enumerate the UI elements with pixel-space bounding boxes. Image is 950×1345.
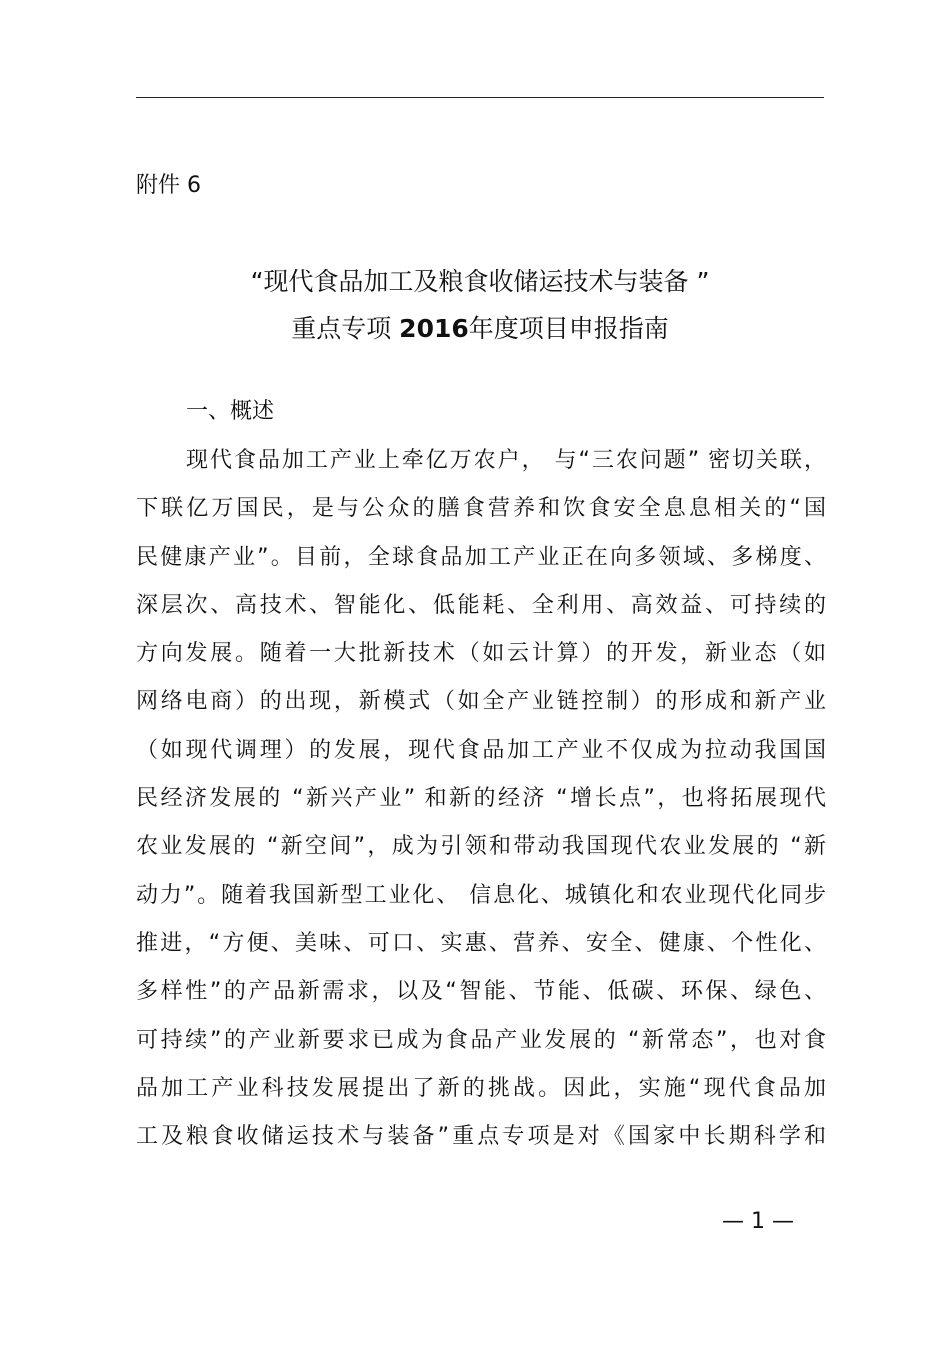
document-title-line-2 [136,311,824,347]
paragraph-line: 推进，“方便、美味、可口、实惠、营养、安全、健康、个性化、 [136,930,826,956]
attachment-label: 附件 6 [136,173,201,198]
page-number: — 1 — [722,1209,794,1234]
paragraph-line: 民健康产业”。目前，全球食品加工产业正在向多领域、多梯度、 [136,544,826,570]
paragraph-line: 品加工产业科技发展提出了新的挑战。因此，实施“现代食品加 [136,1075,826,1101]
paragraph-line: 下联亿万国民，是与公众的膳食营养和饮食安全息息相关的“国 [136,496,826,522]
body-paragraph [136,443,826,1167]
title-prefix: 重点专项 [291,314,400,343]
paragraph-line: 民经济发展的 “新兴产业” 和新的经济 “增长点”，也将拓展现代 [136,786,826,812]
title-year: 2016 [399,314,469,343]
paragraph-line: 工及粮食收储运技术与装备”重点专项是对《国家中长期科学和 [136,1124,826,1150]
paragraph-line: 可持续”的产业新要求已成为食品产业发展的 “新常态”，也对食 [136,1027,826,1053]
paragraph-line: 多样性”的产品新需求，以及“智能、节能、低碳、环保、绿色、 [136,979,826,1005]
paragraph-line: 动力”。随着我国新型工业化、 信息化、城镇化和农业现代化同步 [136,882,826,908]
paragraph-line: （如现代调理）的发展，现代食品加工产业不仅成为拉动我国国 [136,737,826,763]
header-rule [136,97,824,98]
paragraph-line: 网络电商）的出现，新模式（如全产业链控制）的形成和新产业 [136,689,826,715]
document-title-line-1: “现代食品加工及粮食收储运技术与装备 ” [250,267,710,296]
paragraph-line: 方向发展。随着一大批新技术（如云计算）的开发，新业态（如 [136,641,826,667]
paragraph-line: 深层次、高技术、智能化、低能耗、全利用、高效益、可持续的 [136,592,826,618]
paragraph-line: 农业发展的 “新空间”，成为引领和带动我国现代农业发展的 “新 [136,834,826,860]
paragraph-line: 现代食品加工产业上牵亿万农户， 与“三农问题” 密切关联， [186,448,826,473]
title-suffix: 年度项目申报指南 [468,314,669,343]
section-heading: 一、概述 [186,399,275,424]
